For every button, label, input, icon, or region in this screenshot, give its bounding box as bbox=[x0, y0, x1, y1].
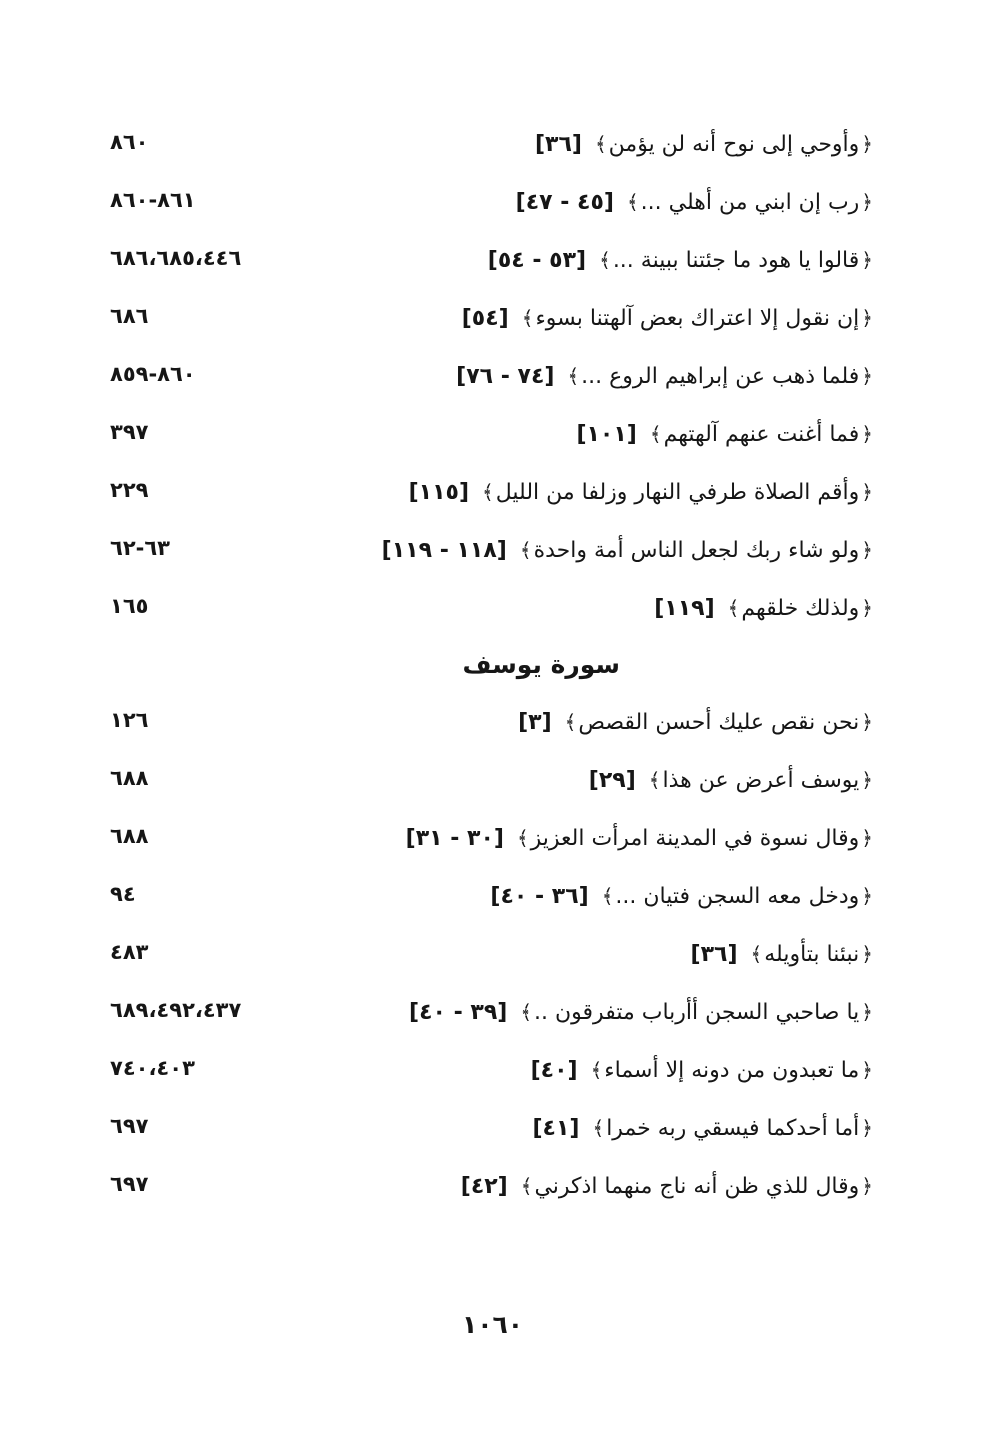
open-bracket: ﴿ bbox=[861, 768, 873, 792]
page-reference: ٦٩٧ bbox=[110, 1172, 149, 1196]
page-reference: ٦٨٩،٤٩٢،٤٣٧ bbox=[110, 998, 242, 1022]
index-row bbox=[110, 410, 875, 468]
index-row bbox=[110, 930, 875, 988]
open-bracket: ﴿ bbox=[861, 132, 873, 156]
close-bracket: ﴾ bbox=[649, 422, 662, 446]
index-row bbox=[110, 120, 875, 178]
verse-text: إن نقول إلا اعتراك بعض آلهتنا بسوء bbox=[535, 306, 860, 331]
verse-entry bbox=[589, 768, 875, 793]
open-bracket: ﴿ bbox=[861, 480, 873, 504]
page-reference: ٧٤٠،٤٠٣ bbox=[110, 1056, 195, 1080]
ayah-number: [٥٣ - ٥٤] bbox=[487, 248, 587, 273]
open-bracket: ﴿ bbox=[861, 248, 873, 272]
index-row bbox=[110, 1162, 875, 1220]
index-row bbox=[110, 178, 875, 236]
index-row bbox=[110, 988, 875, 1046]
verse-text: فما أغنت عنهم آلهتهم bbox=[663, 422, 860, 447]
open-bracket: ﴿ bbox=[861, 884, 873, 908]
close-bracket: ﴾ bbox=[564, 710, 577, 734]
page-reference: ١٦٥ bbox=[110, 594, 149, 618]
verse-text: يوسف أعرض عن هذا bbox=[662, 768, 860, 793]
index-row bbox=[110, 294, 875, 352]
page-reference: ٦٣-٦٢ bbox=[110, 536, 170, 560]
close-bracket: ﴾ bbox=[648, 768, 661, 792]
close-bracket: ﴾ bbox=[599, 248, 611, 272]
page-reference: ٦٨٦ bbox=[110, 304, 149, 328]
ayah-number: [٥٤] bbox=[461, 306, 509, 331]
index-row bbox=[110, 1104, 875, 1162]
page-reference: ١٢٦ bbox=[110, 708, 149, 732]
index-row bbox=[110, 236, 875, 294]
verse-entry bbox=[518, 710, 875, 735]
verse-entry bbox=[532, 1116, 875, 1141]
verse-entry bbox=[516, 190, 875, 215]
close-bracket: ﴾ bbox=[520, 1174, 533, 1198]
verse-entry bbox=[691, 942, 875, 967]
ayah-number: [١١٨ - ١١٩] bbox=[381, 538, 507, 563]
index-row bbox=[110, 352, 875, 410]
open-bracket: ﴿ bbox=[861, 1116, 873, 1140]
verse-entry bbox=[531, 1058, 875, 1083]
verse-entry bbox=[490, 884, 875, 909]
page-reference: ٤٨٣ bbox=[110, 940, 149, 964]
verse-entry bbox=[456, 364, 875, 389]
close-bracket: ﴾ bbox=[520, 1000, 533, 1024]
open-bracket: ﴿ bbox=[861, 306, 873, 330]
verse-text: أما أحدكما فيسقي ربه خمرا bbox=[606, 1116, 860, 1141]
open-bracket: ﴿ bbox=[861, 422, 873, 446]
ayah-number: [٣٦] bbox=[534, 132, 582, 157]
verse-text: ودخل معه السجن فتيان ... bbox=[615, 884, 860, 909]
open-bracket: ﴿ bbox=[861, 942, 873, 966]
verse-text: نبئنا بتأويله bbox=[764, 942, 860, 967]
verse-index-list bbox=[110, 120, 875, 1220]
page-reference: ٩٤ bbox=[110, 882, 136, 906]
verse-entry bbox=[409, 480, 875, 505]
close-bracket: ﴾ bbox=[567, 364, 580, 388]
verse-entry bbox=[382, 538, 875, 563]
page-reference: ٣٩٧ bbox=[110, 420, 149, 444]
verse-entry bbox=[462, 306, 875, 331]
index-row bbox=[110, 1046, 875, 1104]
verse-text: نحن نقص عليك أحسن القصص bbox=[578, 710, 860, 735]
open-bracket: ﴿ bbox=[861, 1174, 873, 1198]
ayah-number: [٤٥ - ٤٧] bbox=[515, 190, 614, 215]
verse-entry bbox=[535, 132, 875, 157]
page-number: ١٠٦٠ bbox=[462, 1310, 524, 1339]
ayah-number: [١٠١] bbox=[576, 422, 637, 447]
close-bracket: ﴾ bbox=[727, 596, 740, 620]
ayah-number: [٤٢] bbox=[460, 1174, 508, 1199]
verse-entry bbox=[654, 596, 875, 621]
verse-entry bbox=[461, 1174, 875, 1199]
ayah-number: [٤١] bbox=[532, 1116, 580, 1141]
close-bracket: ﴾ bbox=[516, 826, 529, 850]
ayah-number: [٣] bbox=[518, 710, 552, 735]
verse-text: يا صاحبي السجن أأرباب متفرقون .. bbox=[534, 1000, 860, 1025]
verse-text: وأوحي إلى نوح أنه لن يؤمن bbox=[608, 132, 860, 157]
surah-heading: سورة يوسف bbox=[462, 650, 620, 679]
verse-entry bbox=[488, 248, 875, 273]
close-bracket: ﴾ bbox=[521, 306, 534, 330]
close-bracket: ﴾ bbox=[590, 1058, 603, 1082]
page-reference: ٦٨٨ bbox=[110, 766, 149, 790]
close-bracket: ﴾ bbox=[519, 538, 532, 562]
ayah-number: [٣٠ - ٣١] bbox=[405, 826, 504, 851]
index-row bbox=[110, 526, 875, 584]
verse-entry bbox=[406, 826, 875, 851]
verse-text: وقال نسوة في المدينة امرأت العزيز bbox=[530, 826, 860, 851]
page-reference: ٦٨٦،٦٨٥،٤٤٦ bbox=[110, 246, 242, 270]
verse-entry bbox=[576, 422, 875, 447]
open-bracket: ﴿ bbox=[861, 1058, 873, 1082]
open-bracket: ﴿ bbox=[861, 826, 873, 850]
page-reference: ٨٦٠ bbox=[110, 130, 149, 154]
open-bracket: ﴿ bbox=[861, 190, 873, 214]
open-bracket: ﴿ bbox=[861, 596, 873, 620]
ayah-number: [٤٠] bbox=[530, 1058, 578, 1083]
verse-text: رب إن ابني من أهلي ... bbox=[640, 190, 860, 215]
close-bracket: ﴾ bbox=[594, 132, 607, 156]
close-bracket: ﴾ bbox=[482, 480, 494, 504]
page-reference: ٨٦٠-٨٥٩ bbox=[110, 362, 196, 386]
open-bracket: ﴿ bbox=[861, 364, 873, 388]
ayah-number: [٣٦ - ٤٠] bbox=[490, 884, 589, 909]
index-row bbox=[110, 756, 875, 814]
surah-heading-row bbox=[110, 642, 875, 698]
verse-text: ولذلك خلقهم bbox=[741, 596, 860, 621]
verse-entry bbox=[409, 1000, 875, 1025]
open-bracket: ﴿ bbox=[861, 538, 873, 562]
close-bracket: ﴾ bbox=[626, 190, 639, 214]
index-row bbox=[110, 814, 875, 872]
ayah-number: [١١٥] bbox=[408, 480, 470, 505]
verse-text: فلما ذهب عن إبراهيم الروع ... bbox=[581, 364, 860, 389]
verse-text: قالوا يا هود ما جئتنا ببينة ... bbox=[612, 248, 860, 273]
open-bracket: ﴿ bbox=[861, 710, 873, 734]
verse-text: ما تعبدون من دونه إلا أسماء bbox=[604, 1058, 860, 1083]
verse-text: وأقم الصلاة طرفي النهار وزلفا من الليل bbox=[495, 480, 860, 505]
ayah-number: [٢٩] bbox=[588, 768, 636, 793]
page-reference: ٢٢٩ bbox=[110, 478, 149, 502]
ayah-number: [٧٤ - ٧٦] bbox=[456, 364, 555, 389]
page-reference: ٦٩٧ bbox=[110, 1114, 149, 1138]
index-row bbox=[110, 468, 875, 526]
open-bracket: ﴿ bbox=[861, 1000, 873, 1024]
page-reference: ٦٨٨ bbox=[110, 824, 149, 848]
index-row bbox=[110, 584, 875, 642]
ayah-number: [١١٩] bbox=[654, 596, 715, 621]
index-row bbox=[110, 872, 875, 930]
index-row bbox=[110, 698, 875, 756]
close-bracket: ﴾ bbox=[601, 884, 614, 908]
ayah-number: [٣٩ - ٤٠] bbox=[409, 1000, 508, 1025]
close-bracket: ﴾ bbox=[592, 1116, 605, 1140]
verse-text: ولو شاء ربك لجعل الناس أمة واحدة bbox=[533, 538, 860, 563]
verse-text: وقال للذي ظن أنه ناج منهما اذكرني bbox=[534, 1174, 860, 1199]
close-bracket: ﴾ bbox=[750, 942, 763, 966]
page-reference: ٨٦١-٨٦٠ bbox=[110, 188, 196, 212]
ayah-number: [٣٦] bbox=[690, 942, 738, 967]
